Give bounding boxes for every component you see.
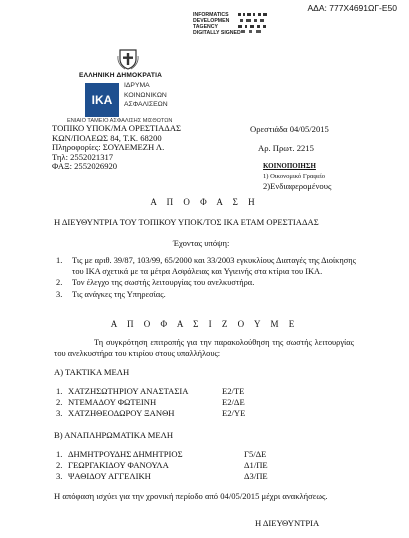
protocol-number: Αρ. Πρωτ. 2215 (258, 143, 314, 153)
decision-title: Α Π Ο Φ Α Σ Η (150, 197, 259, 207)
member-name: ΓΕΩΡΓΑΚΙΔΟΥ ΦΑΝΟΥΛΑ (68, 460, 169, 470)
member-name: ΧΑΤΖΗΣΩΤΗΡΙΟΥ ΑΝΑΣΤΑΣΙΑ (68, 386, 189, 396)
item-text: Τις ανάγκες της Υπηρεσίας. (72, 289, 166, 299)
notification-title: ΚΟΙΝΟΠΟΙΗΣΗ (263, 162, 316, 170)
sender-line: ΤΟΠΙΚΟ ΥΠΟΚ/ΜΑ ΟΡΕΣΤΙΑΔΑΣ (52, 123, 182, 133)
alternate-heading: Β) ΑΝΑΠΛΗΡΩΜΑΤΙΚΑ ΜΕΛΗ (54, 430, 174, 440)
stamp-line: TAGENCY (193, 24, 218, 30)
member-number: 3. (56, 471, 63, 481)
ika-name-line: ΙΔΡΥΜΑ (124, 82, 150, 89)
item-number: 2. (56, 278, 63, 287)
signature-stamp (193, 12, 241, 36)
fund-label: ΕΝΙΑΙΟ ΤΑΜΕΙΟ ΑΣΦΑΛΙΣΗΣ ΜΙΣΘΩΤΩΝ (67, 118, 173, 124)
table-row (56, 471, 296, 482)
signature-title: Η ΔΙΕΥΘΥΝΤΡΙΑ (255, 518, 320, 528)
item-number: 1. (56, 256, 63, 265)
ika-name-line: ΚΟΙΝΩΝΙΚΩΝ (124, 91, 167, 99)
member-name: ΔΗΜΗΤΡΟΥΔΗΣ ΔΗΜΗΤΡΙΟΣ (68, 449, 183, 459)
ika-name (124, 81, 168, 110)
sender-line: ΦΑΞ: 2552026920 (52, 161, 118, 171)
table-row (56, 460, 296, 471)
member-number: 2. (56, 397, 63, 407)
ika-name-line: ΑΣΦΑΛΙΣΕΩΝ (124, 101, 168, 108)
considerations-list (56, 256, 356, 300)
sender-line: Πληροφορίες: ΣΟΥΛΕΜΕΖΗ Λ. (52, 142, 165, 152)
table-row (56, 397, 276, 408)
sender-line: ΚΩΝ/ΠΟΛΕΩΣ 84, Τ.Κ. 68200 (52, 132, 162, 143)
greek-emblem-icon (117, 48, 139, 70)
committee-text: Τη συγκρότηση επιτροπής για την παρακολούθηση της σωστής λειτουργίας του ανελκυστήρα του κτιρίου στους υπαλλήλους: (54, 338, 354, 358)
considering-label: Έχοντας υπόψη: (173, 238, 230, 248)
ada-code: ΑΔΑ: 777Χ4691ΩΓ-Ε50 (307, 3, 397, 13)
validity-text: Η απόφαση ισχύει για την χρονική περίοδο από 04/05/2015 μέχρι ανακλήσεως. (54, 491, 328, 501)
member-grade: Δ3/ΠΕ (244, 471, 268, 481)
authority-line: Η ΔΙΕΥΘΥΝΤΡΙΑ ΤΟΥ ΤΟΠΙΚΟΥ ΥΠΟΚ/ΤΟΣ ΙΚΑ ΕΤΑΜ ΟΡΕΣΤΙΑΔΑΣ (54, 217, 319, 227)
member-name: ΝΤΕΜΑΔΟΥ ΦΩΤΕΙΝΗ (68, 397, 157, 407)
notification-item: 1) Οικονομικό Γραφείο (263, 173, 326, 180)
decide-heading: Α Π Ο Φ Α Σ Ι Ζ Ο Υ Μ Ε (110, 319, 299, 329)
table-row (56, 386, 276, 397)
member-grade: Ε2/ΤΕ (222, 386, 245, 396)
item-text: Τον έλεγχο της σωστής λειτουργίας του ανελκυστήρα. (72, 278, 255, 287)
stamp-pattern-icon (238, 12, 268, 34)
member-grade: Γ5/ΔΕ (244, 449, 267, 459)
regular-members (56, 386, 276, 419)
sender-line: Τηλ: 2552021317 (52, 151, 114, 162)
member-name: ΨΑΘΙΔΟΥ ΑΓΓΕΛΙΚΗ (68, 471, 151, 481)
list-item (56, 256, 356, 277)
member-name: ΧΑΤΖΗΘΕΟΔΩΡΟΥ ΞΑΝΘΗ (68, 408, 175, 418)
notification-item: 2)Ενδιαφερομένους (263, 181, 332, 191)
ika-logo: ΙΚΑ (85, 83, 119, 117)
government-label: ΕΛΛΗΝΙΚΗ ΔΗΜΟΚΡΑΤΙΑ (79, 72, 163, 79)
item-text: Τις με αριθ. 39/87, 103/99, 65/2000 και 33/2003 εγκυκλίους Διαταγές της Διοίκησης του ΙΚΑ σχετικά με τα μέτρα Ασφάλειας και Υγιεινής στα κτίρια του ΙΚΑ. (72, 256, 356, 276)
member-number: 2. (56, 460, 63, 470)
stamp-line: DEVELOPMEN (193, 18, 230, 24)
member-number: 1. (56, 386, 63, 396)
list-item (56, 290, 356, 301)
regular-heading: Α) ΤΑΚΤΙΚΑ ΜΕΛΗ (54, 367, 130, 377)
stamp-line: INFORMATICS (193, 12, 229, 18)
table-row (56, 408, 276, 419)
table-row (56, 449, 296, 460)
member-grade: Δ1/ΠΕ (244, 460, 268, 470)
item-number: 3. (56, 289, 63, 299)
sender-block (52, 124, 181, 172)
member-grade: Ε2/ΥΕ (222, 408, 246, 418)
list-item (56, 278, 356, 289)
stamp-line: DIGITALLY SIGNED (193, 30, 241, 36)
date-line: Ορεστιάδα 04/05/2015 (250, 124, 329, 134)
member-grade: Ε2/ΔΕ (222, 397, 245, 407)
member-number: 3. (56, 408, 63, 418)
member-number: 1. (56, 449, 63, 459)
alternate-members (56, 449, 296, 482)
